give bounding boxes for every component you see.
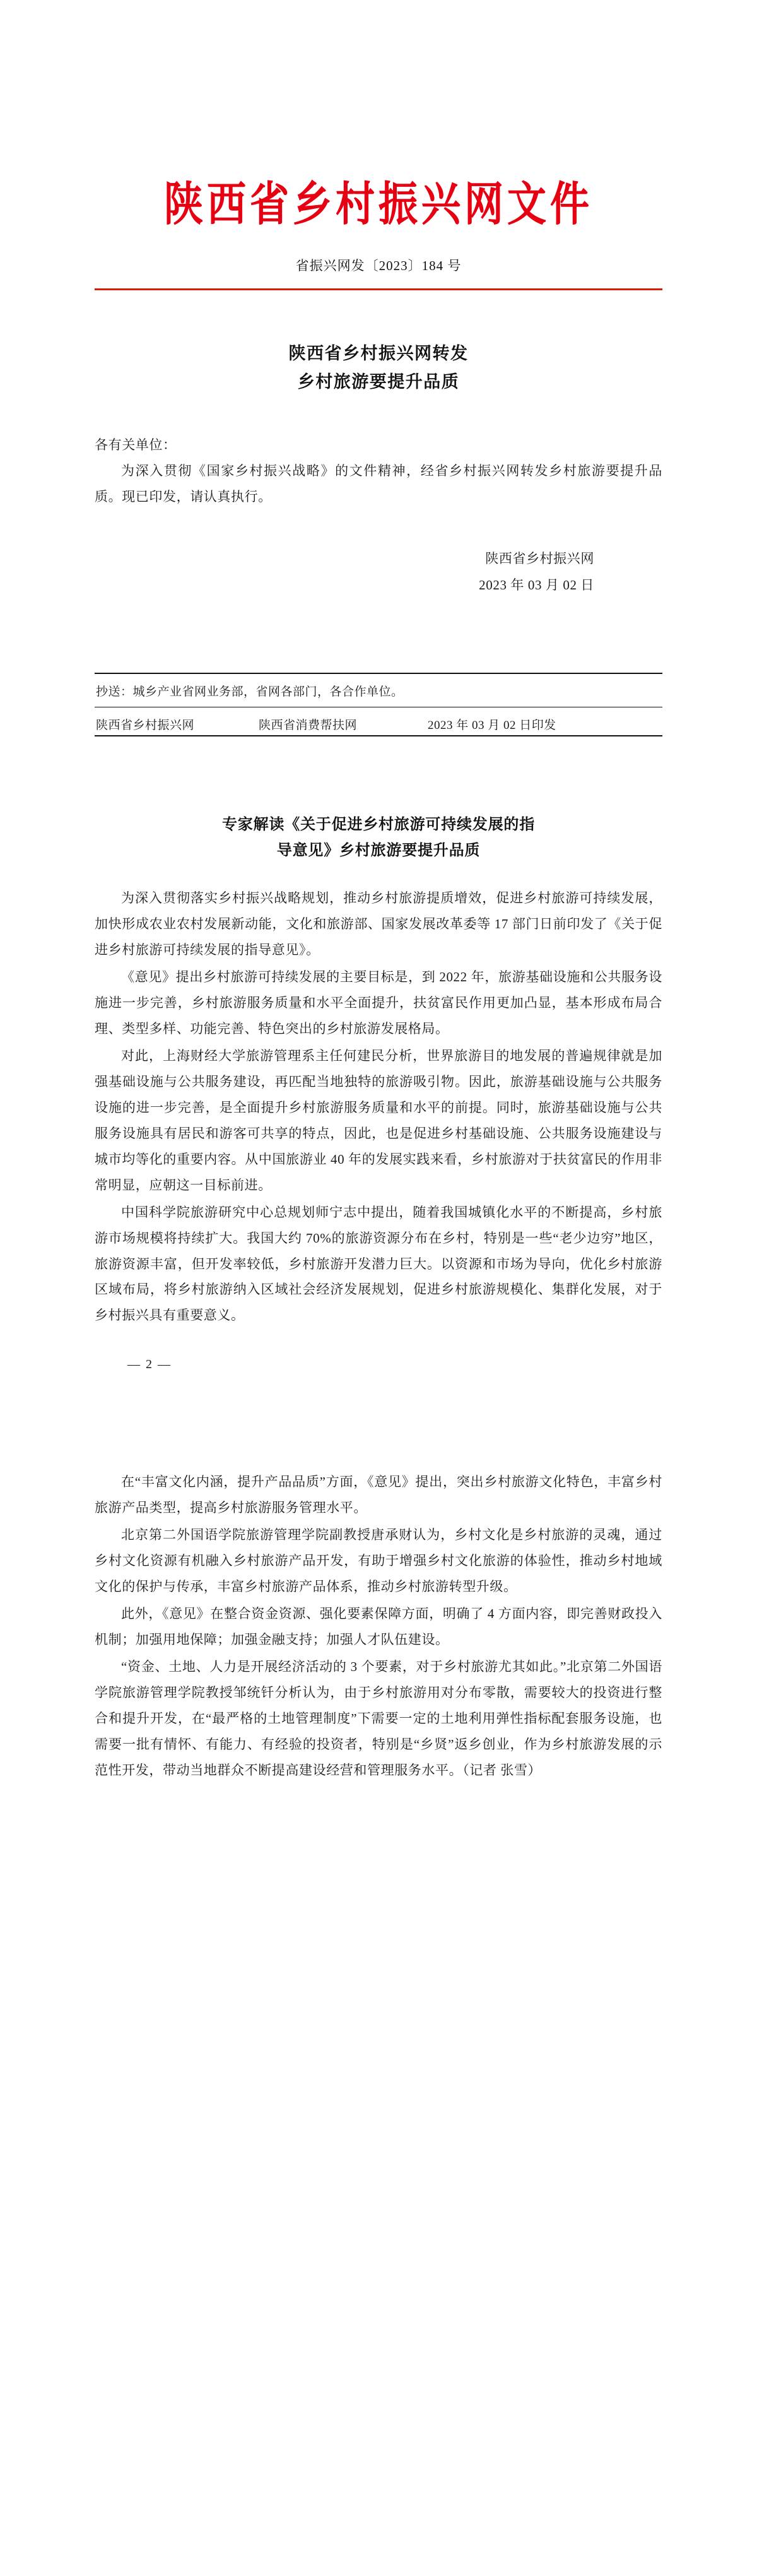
article-body-continued (95, 1469, 662, 1783)
article-paragraph: 在“丰富文化内涵，提升产品品质”方面，《意见》提出，突出乡村旅游文化特色，丰富乡村旅游产品类型，提高乡村旅游服务管理水平。 (95, 1474, 662, 1516)
article-paragraph: 《意见》提出乡村旅游可持续发展的主要目标是，到 2022 年，旅游基础设施和公共服务设施进一步完善，乡村旅游服务质量和水平全面提升，扶贫富民作用更加凸显，基本形成布局合理、类型多样、功能完善、特色突出的乡村旅游发展格局。 (95, 969, 662, 1037)
signature-date: 2023 年 03 月 02 日 (479, 577, 594, 593)
signer-name: 陕西省乡村振兴网 (485, 551, 594, 567)
document-footer (95, 673, 662, 736)
article-section (95, 812, 662, 1783)
document-paragraph: 为深入贯彻《国家乡村振兴战略》的文件精神，经省乡村振兴网转发乡村旅游要提升品质。现已印发，请认真执行。 (95, 463, 662, 505)
article-body (95, 885, 662, 1328)
document-sheet (95, 0, 662, 1783)
salutation: 各有关单位： (95, 437, 177, 453)
document-title-line-2: 乡村旅游要提升品质 (297, 372, 460, 391)
document-number: 省振兴网发〔2023〕184 号 (295, 258, 462, 274)
issuer-row (95, 707, 662, 735)
issuer-primary: 陕西省乡村振兴网 (96, 719, 195, 733)
article-title (95, 812, 662, 865)
article-title-line-1: 专家解读《关于促进乡村旅游可持续发展的指 (222, 816, 535, 833)
document-title (95, 340, 662, 396)
article-paragraph: 为深入贯彻落实乡村振兴战略规划，推动乡村旅游提质增效，促进乡村旅游可持续发展，加快形成农业农村发展新动能，文化和旅游部、国家发展改革委等 17 部门日前印发了《关于促进乡村旅游可持续发展的指导意见》。 (95, 890, 662, 958)
article-paragraph: 对此，上海财经大学旅游管理系主任何建民分析，世界旅游目的地发展的普遍规律就是加强基础设施与公共服务建设，再匹配当地独特的旅游吸引物。因此，旅游基础设施与公共服务设施的进一步完善，是全面提升乡村旅游服务质量和水平的前提。同时，旅游基础设施与公共服务设施具有居民和游客可共享的特点，因此，也是促进乡村基础设施、公共服务设施建设与城市均等化的重要内容。从中国旅游业 40 年的发展实践来看，乡村旅游对于扶贫富民的作用非常明显，应朝这一目标前进。 (95, 1048, 662, 1193)
article-title-line-2: 导意见》乡村旅游要提升品质 (276, 842, 481, 860)
article-paragraph: 此外，《意见》在整合资金资源、强化要素保障方面，明确了 4 方面内容，即完善财政投入机制；加强用地保障；加强金融支持；加强人才队伍建设。 (95, 1606, 662, 1647)
page-number-marker: — 2 — (127, 1357, 172, 1372)
red-separator-rule (95, 288, 662, 290)
masthead (95, 0, 662, 231)
issue-date: 2023 年 03 月 02 日印发 (428, 719, 556, 733)
article-paragraph: 中国科学院旅游研究中心总规划师宁志中提出，随着我国城镇化水平的不断提高，乡村旅游市场规模将持续扩大。我国大约 70%的旅游资源分布在乡村，特别是一些“老少边穷”地区，旅游资源丰富，但开发率较低，乡村旅游开发潜力巨大。以资源和市场为导向，优化乡村旅游区域布局，将乡村旅游纳入区域社会经济发展规划，促进乡村旅游规模化、集群化发展，对于乡村振兴具有重要意义。 (95, 1204, 662, 1323)
section-spacer (95, 1372, 662, 1448)
signature-block (95, 545, 662, 598)
masthead-title: 陕西省乡村振兴网文件 (163, 180, 593, 231)
issuer-secondary: 陕西省消费帮扶网 (259, 719, 358, 733)
copy-to-line: 抄送：城乡产业省网业务部，省网各部门，各合作单位。 (96, 685, 404, 699)
article-paragraph: “资金、土地、人力是开展经济活动的 3 个要素，对于乡村旅游尤其如此。”北京第二外国语学院旅游管理学院教授邹统钎分析认为，由于乡村旅游用对分布零散，需要较大的投资进行整合和提升开发，在“最严格的土地管理制度”下需要一定的土地利用弹性指标配套服务设施，也需要一批有情怀、有能力、有经验的投资者，特别是“乡贤”返乡创业，作为乡村旅游发展的示范性开发，带动当地群众不断提高建设经营和管理服务水平。（记者 张雪） (95, 1658, 662, 1778)
footer-rule-bottom (95, 735, 662, 736)
article-paragraph: 北京第二外国语学院旅游管理学院副教授唐承财认为，乡村文化是乡村旅游的灵魂，通过乡村文化资源有机融入乡村旅游产品开发，有助于增强乡村文化旅游的体验性，推动乡村地域文化的保护与传承，丰富乡村旅游产品体系，推动乡村旅游转型升级。 (95, 1527, 662, 1595)
document-title-line-1: 陕西省乡村振兴网转发 (288, 344, 469, 363)
